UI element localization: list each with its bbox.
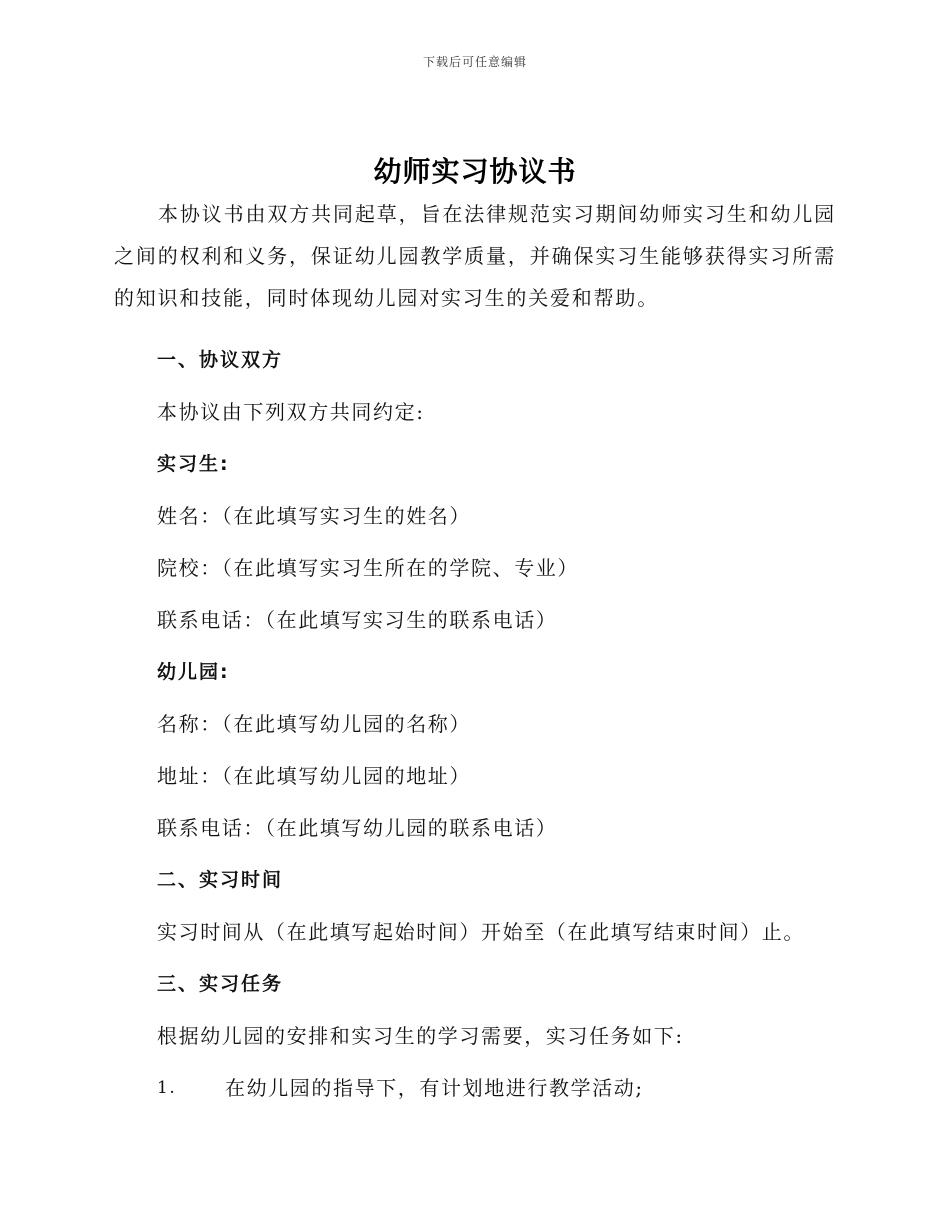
intern-school-field: 院校：（在此填写实习生所在的学院、专业） [157, 556, 579, 580]
list-item [114, 1074, 836, 1102]
intro-paragraph: 本协议书由双方共同起草，旨在法律规范实习期间幼师实习生和幼儿园之间的权利和义务，保证幼儿园教学质量，并确保实习生能够获得实习所需的知识和技能，同时体现幼儿园对实习生的关爱和帮助。 [114, 202, 836, 310]
list-item-text: 在幼儿园的指导下，有计划地进行教学活动; [225, 1076, 644, 1100]
list-item-number: 1. [157, 1078, 177, 1098]
section-3-heading: 三、实习任务 [157, 973, 284, 995]
kindergarten-heading: 幼儿园: [157, 661, 230, 683]
intern-phone-field: 联系电话：（在此填写实习生的联系电话） [157, 608, 558, 632]
kindergarten-name-field: 名称：（在此填写幼儿园的名称） [157, 712, 471, 736]
section-3-lead: 根据幼儿园的安排和实习生的学习需要，实习任务如下: [157, 1024, 684, 1048]
kindergarten-phone-field: 联系电话：（在此填写幼儿园的联系电话） [157, 816, 558, 840]
intern-name-field: 姓名：（在此填写实习生的姓名） [157, 504, 471, 528]
section-2-text: 实习时间从（在此填写起始时间）开始至（在此填写结束时间）止。 [157, 920, 805, 944]
section-1-lead: 本协议由下列双方共同约定: [157, 400, 425, 424]
kindergarten-address-field: 地址：（在此填写幼儿园的地址） [157, 764, 471, 788]
document-title: 幼师实习协议书 [373, 155, 577, 188]
intern-heading: 实习生: [157, 453, 230, 475]
document-body [114, 193, 836, 1102]
section-1-heading: 一、协议双方 [157, 349, 284, 371]
section-2-heading: 二、实习时间 [157, 869, 284, 891]
header-note: 下载后可任意编辑 [422, 55, 527, 69]
